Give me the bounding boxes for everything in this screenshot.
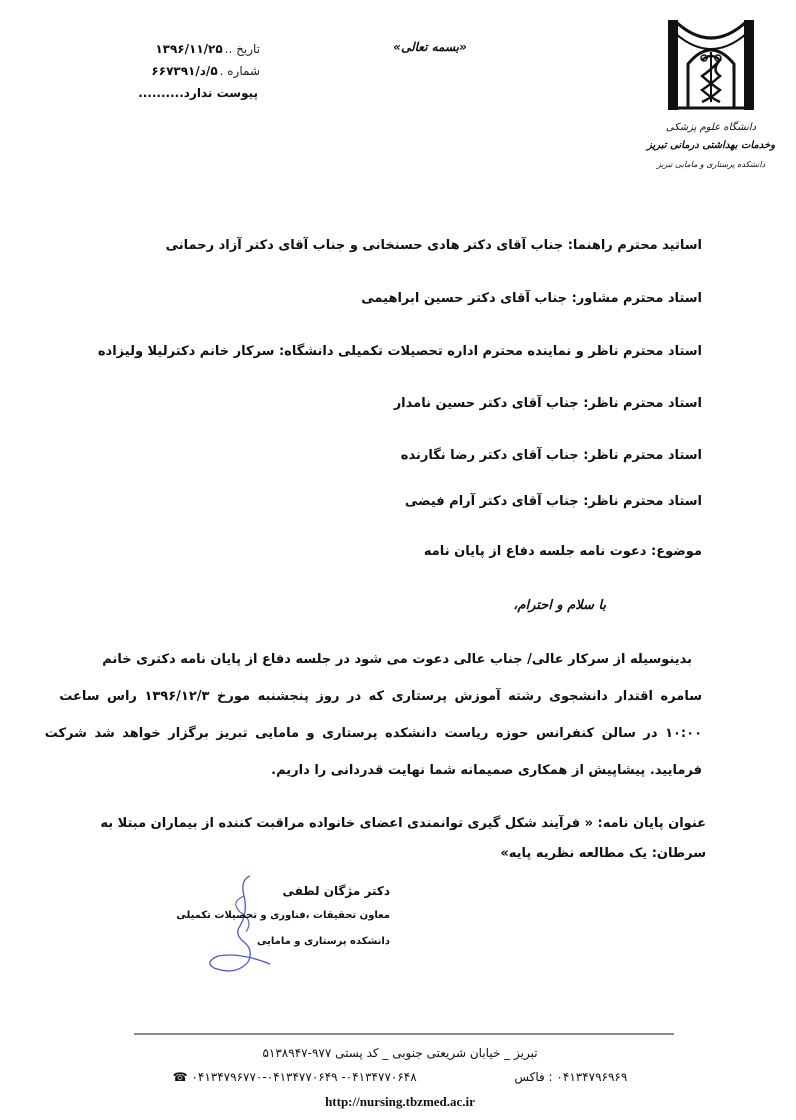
subject-line: موضوع: دعوت نامه جلسه دفاع از پایان نامه: [423, 544, 702, 559]
signatory-name: دکتر مژگان لطفی: [282, 884, 390, 898]
letter-meta: [70, 38, 260, 104]
logo-emblem-icon: [636, 14, 786, 124]
greeting: با سلام و احترام،: [513, 598, 606, 613]
addressee-graduate-office: استاد محترم ناظر و نماینده محترم اداره تحصیلات تکمیلی دانشگاه: سرکار خانم دکترلیلا ولیزاده: [97, 344, 702, 359]
basmala: «بسمه تعالی»: [393, 40, 467, 54]
fax-number: ۰۴۱۳۴۷۹۶۹۶۹: [556, 1070, 628, 1084]
paragraph-line: فرمایید. پیشاپیش از همکاری صمیمانه شما نهایت قدردانی را داریم.: [271, 763, 702, 778]
thesis-title-line: عنوان پایان نامه: « فرآیند شکل گیری توانمندی اعضای خانواده مراقبت کننده از بیماران مبتلا به: [100, 816, 706, 831]
website-link[interactable]: http://nursing.tbzmed.ac.ir: [325, 1094, 475, 1109]
logo-line-2: وخدمات بهداشتی درمانی تبریز: [646, 140, 776, 151]
addressee-examiner-1: استاد محترم ناظر: جناب آقای دکتر حسین نامدار: [393, 396, 702, 411]
logo-line-3: دانشکده پرستاری و مامایی تبریز: [656, 160, 766, 169]
addressee-examiner-2: استاد محترم ناظر: جناب آقای دکتر رضا نگارنده: [400, 448, 702, 463]
attachment-text: پیوست ندارد..........: [138, 86, 258, 100]
date-value: ۱۳۹۶/۱۱/۲۵: [155, 42, 223, 56]
logo-line-1: دانشگاه علوم پزشکی: [665, 122, 757, 133]
paragraph-line: ۱۰:۰۰ در سالن کنفرانس حوزه ریاست دانشکده پرستاری و مامایی تبریز برگزار خواهد شد شرکت: [44, 726, 702, 741]
invitation-paragraph: [44, 650, 702, 798]
phone-numbers: ۰۴۱۳۴۷۷۰۶۴۸- ۰۴۱۳۴۷۷۰۶۴۹-۰۴۱۳۴۷۹۶۷۷۰: [191, 1070, 417, 1084]
thesis-title: [100, 814, 706, 874]
paragraph-line: سامره اقتدار دانشجوی رشته آموزش پرستاری که در روز پنجشنبه مورخ ۱۳۹۶/۱۲/۳ راس ساعت: [59, 689, 702, 704]
footer-address: تبریز _ خیابان شریعتی جنوبی _ کد پستی ۹۷۷-۵۱۳۸۹۴۷: [262, 1046, 538, 1060]
addressee-examiner-3: استاد محترم ناظر: جناب آقای دکتر آرام فیضی: [404, 494, 702, 509]
fax-label: : فاکس: [514, 1070, 553, 1084]
university-logo: [636, 14, 786, 186]
paragraph-line: بدینوسیله از سرکار عالی/ جناب عالی دعوت می شود در جلسه دفاع از پایان نامه دکتری خانم: [102, 652, 692, 667]
addressee-advisors: اساتید محترم راهنما: جناب آقای دکتر هادی حسنخانی و جناب آقای دکتر آزاد رحمانی: [165, 238, 702, 253]
footer-divider: [134, 1033, 674, 1035]
number-line: [70, 60, 260, 82]
attachment-line: [70, 82, 260, 104]
signatory-title: معاون تحقیقات ،فناوری و تحصیلات تکمیلی: [176, 910, 390, 921]
footer-url-row: [140, 1094, 660, 1110]
footer-contact: [140, 1070, 660, 1084]
addressee-consultant: استاد محترم مشاور: جناب آقای دکتر حسین ابراهیمی: [361, 291, 702, 306]
date-line: [70, 38, 260, 60]
thesis-title-line: سرطان: یک مطالعه نظریه پایه»: [500, 846, 706, 861]
number-value: ۵/د/۶۶۷۳۹۱: [151, 64, 218, 78]
phone-icon: ☎: [172, 1070, 188, 1084]
signatory-organization: دانشکده پرستاری و مامایی: [257, 936, 390, 947]
number-label: شماره .: [219, 64, 260, 78]
date-label: تاریخ ..: [224, 42, 260, 56]
